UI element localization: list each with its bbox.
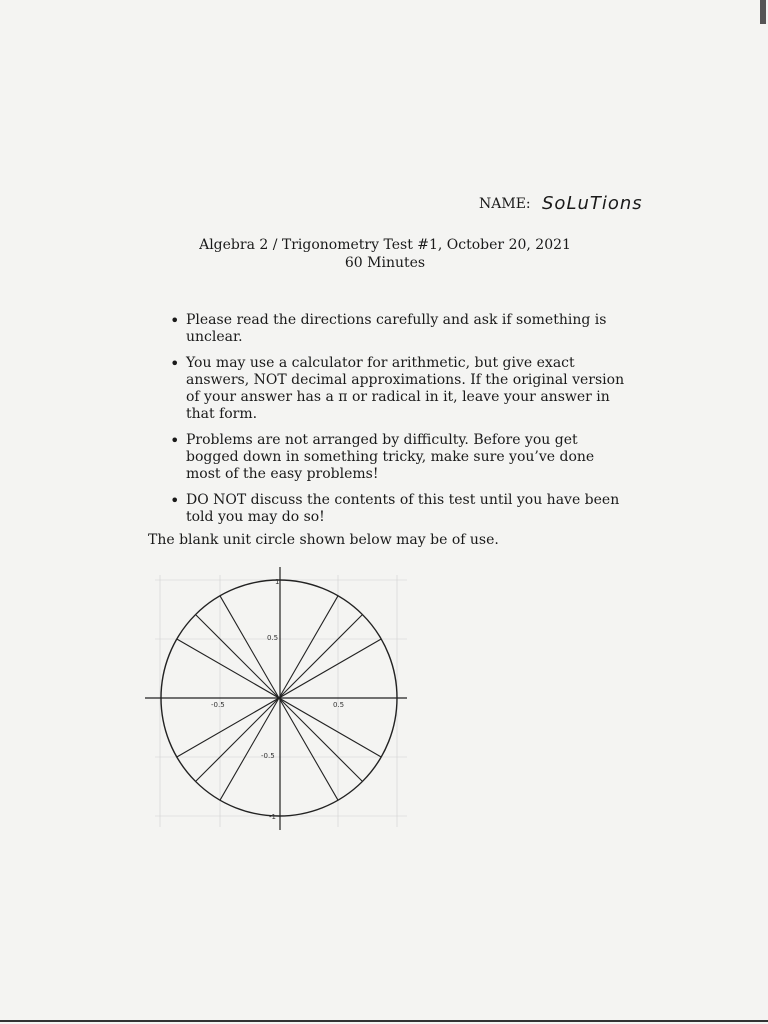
unit-circle-note: The blank unit circle shown below may be of use. — [148, 532, 499, 548]
directions-list — [166, 312, 626, 535]
test-duration: 60 Minutes — [344, 255, 426, 271]
x-tick-label: 0.5 — [333, 701, 345, 709]
test-title: Algebra 2 / Trigonometry Test #1, October 20, 2021 — [199, 237, 571, 253]
direction-item: • You may use a calculator for arithmetic, but give exact answers, NOT decimal approximations. If the original version of your answer has a π or radical in it, leave your answer in that form. — [166, 355, 626, 423]
y-tick-label: 0.5 — [267, 634, 279, 642]
direction-item: • DO NOT discuss the contents of this test until you have been told you may do so! — [166, 492, 626, 526]
name-label: NAME: — [479, 196, 531, 212]
direction-item: • Problems are not arranged by difficulty. Before you get bogged down in something tricky, make sure you’ve done most of the easy problems! — [166, 432, 626, 483]
test-title-block — [185, 236, 585, 272]
unit-circle-figure — [145, 565, 415, 835]
bottom-edge-line — [0, 1020, 768, 1022]
x-tick-label: -0.5 — [211, 701, 225, 709]
y-tick-label: -0.5 — [261, 752, 275, 760]
handwritten-name: SoLuTions — [542, 193, 643, 214]
scan-edge-mark — [760, 0, 766, 24]
y-tick-label: 1 — [275, 578, 280, 586]
y-tick-label: -1 — [269, 813, 276, 821]
direction-item: • Please read the directions carefully and ask if something is unclear. — [166, 312, 626, 346]
